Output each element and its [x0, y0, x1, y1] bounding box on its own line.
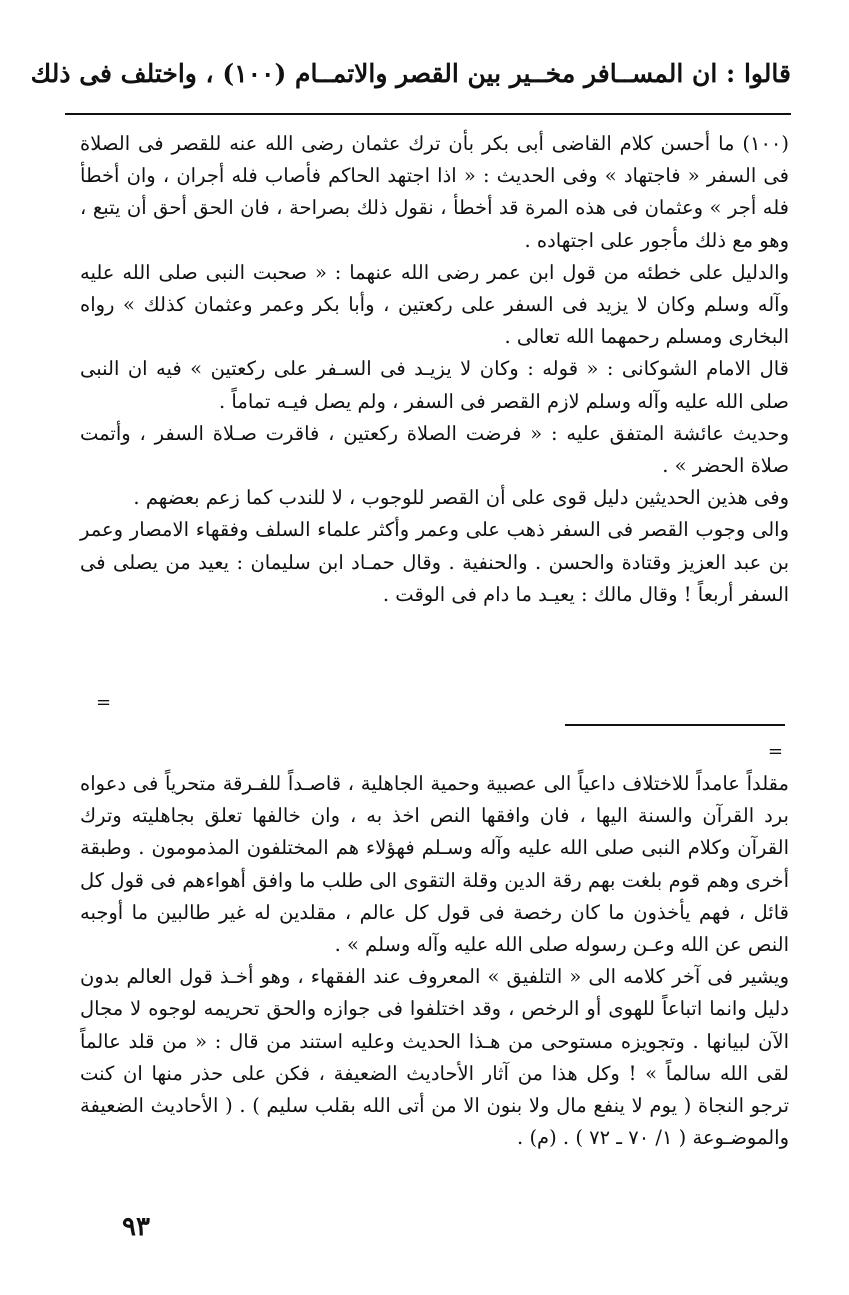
continuation-note [80, 768, 789, 1154]
footnote-paragraph: والى وجوب القصر فى السفر ذهب على وعمر وأكثر علماء السلف وفقهاء الامصار وعمر بن عبد العزيز وقتادة والحسن . والحنفية . وقال حمـاد ابن سليمان : يعيد من يصلى فى السفر أربعاً ! وقال مالك : يعيـد ما دام فى الوقت . [80, 518, 789, 606]
separator-mark: = [767, 741, 783, 762]
footnote-paragraph: وحديث عائشة المتفق عليه : « فرضت الصلاة ركعتين ، فاقرت صـلاة السفر ، وأتمت صلاة الحضر » . [80, 421, 789, 478]
footnote-divider [565, 724, 785, 726]
continuation-paragraph: ويشير فى آخر كلامه الى « التلفيق » المعروف عند الفقهاء ، وهو أخـذ قول العالم بدون دليل وانما اتباعاً للهوى أو الرخص ، وقد اختلفوا فى جوازه والحق تحريمه لوجوه لا مجال الآن لبيانها . وتجويزه مستوحى من هـذا الحديث وعليه استند من قال : « من قلد عالماً لقى الله سالماً » ! وكل هذا من آثار الأحاديث الضعيفة ، فكن على حذر منها ان كنت ترجو النجاة ( يوم لا ينفع مال ولا بنون الا من أتى الله بقلب سليم ) . ( الأحاديث الضعيفة والموضـوعة ( ١/ ٧٠ ـ ٧٢ ) . (م) . [80, 965, 789, 1150]
footnote-paragraph: قال الامام الشوكانى : « قوله : وكان لا يزيـد فى السـفر على ركعتين » فيه ان النبى صلى الله عليه وآله وسلم لازم القصر فى السفر ، ولم يصل فيـه تماماً . [80, 357, 789, 413]
continuation-paragraph: مقلداً عامداً للاختلاف داعياً الى عصبية وحمية الجاهلية ، قاصـداً للفـرقة متحرياً فى دعواه برد القرآن والسنة اليها ، فان وافقها النص اخذ به ، وان خالفها تعلق بجاهليته وترك القرآن وكلام النبى صلى الله عليه وآله وسـلم فهؤلاء هم المختلفون المذمومون . وطبقة أخرى وهم قوم بلغت بهم رقة الدين وقلة التقوى الى طلب ما وافق أهواءهم فى قول كل قائل ، فهم يأخذون ما كان رخصة فى قول كل عالم ، مقلدين له غير طالبين ما أوجبه النص عن الله وعـن رسوله صلى الله عليه وآله وسلم » . [80, 772, 789, 957]
page-number: ٩٣ [122, 1212, 150, 1242]
footnote-paragraph: (١٠٠) ما أحسن كلام القاضى أبى بكر بأن ترك عثمان رضى الله عنه للقصر فى الصلاة فى السفر « فاجتهاد » وفى الحديث : « اذا اجتهد الحاكم فأصاب فله أجران ، وان أخطأ فله أجر » وعثمان فى هذه المرة قد أخطأ ، نقول ذلك بصراحة ، فان الحق أحق أن يتبع ، وهو مع ذلك مأجور على اجتهاده . [80, 132, 789, 252]
separator-mark: = [96, 692, 112, 713]
page-header: قالوا : ان المســافر مخــير بين القصر والاتمــام (١٠٠) ، واختلف فى ذلك [30, 59, 791, 88]
footnote-paragraph: وفى هذين الحديثين دليل قوى على أن القصر للوجوب ، لا للندب كما زعم بعضهم . [133, 486, 789, 510]
footnote-paragraph: والدليل على خطئه من قول ابن عمر رضى الله عنهما : « صحبت النبى صلى الله عليه وآله وسلم وكان لا يزيد فى السفر على ركعتين ، وأبا بكر وعمر وعثمان كذلك » رواه البخارى ومسلم رحمهما الله تعالى . [80, 260, 789, 349]
footnote-100 [80, 128, 789, 611]
header-divider [65, 113, 791, 115]
